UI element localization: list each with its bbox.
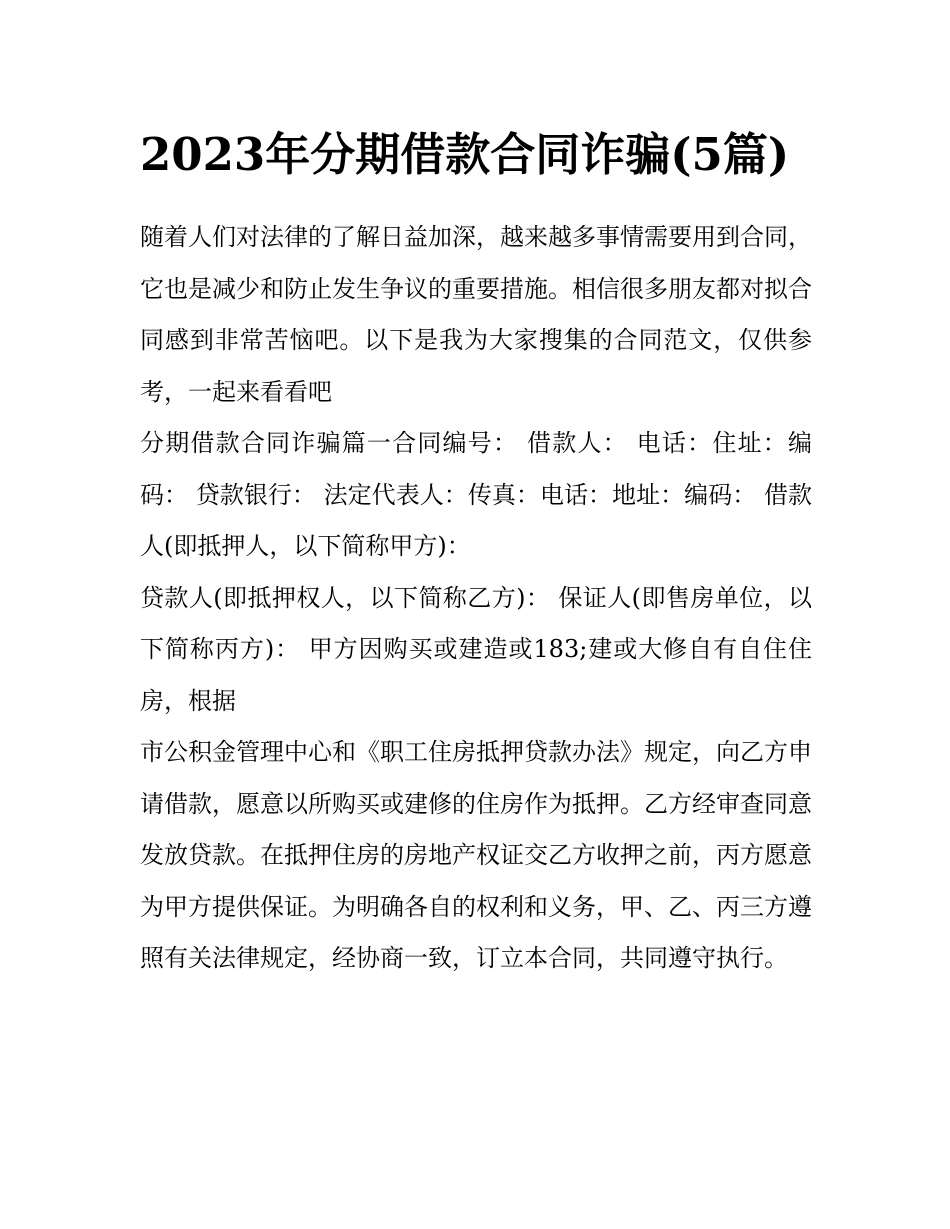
- document-title: 2023年分期借款合同诈骗(5篇): [140, 128, 790, 181]
- contract-header-paragraph: 分期借款合同诈骗篇一合同编号： 借款人： 电话：住址：编码： 贷款银行： 法定代表人：传真：电话：地址：编码： 借款人(即抵押人，以下简称甲方)：: [140, 429, 812, 560]
- document-page: [140, 0, 812, 985]
- purpose-paragraph: 市公积金管理中心和《职工住房抵押贷款办法》规定，向乙方申请借款，愿意以所购买或建修的住房作为抵押。乙方经审查同意发放贷款。在抵押住房的房地产权证交乙方收押之前，丙方愿意为甲方提供保证。为明确各自的权利和义务，甲、乙、丙三方遵照有关法律规定，经协商一致，订立本合同，共同遵守执行。: [140, 738, 812, 972]
- intro-paragraph: 随着人们对法律的了解日益加深，越来越多事情需要用到合同，它也是减少和防止发生争议的重要措施。相信很多朋友都对拟合同感到非常苦恼吧。以下是我为大家搜集的合同范文，仅供参考，一起来看看吧: [140, 223, 812, 406]
- document-body: [140, 212, 812, 985]
- parties-paragraph: 贷款人(即抵押权人，以下简称乙方)： 保证人(即售房单位，以下简称丙方)： 甲方因购买或建造或183;建或大修自有自住住房，根据: [140, 583, 812, 715]
